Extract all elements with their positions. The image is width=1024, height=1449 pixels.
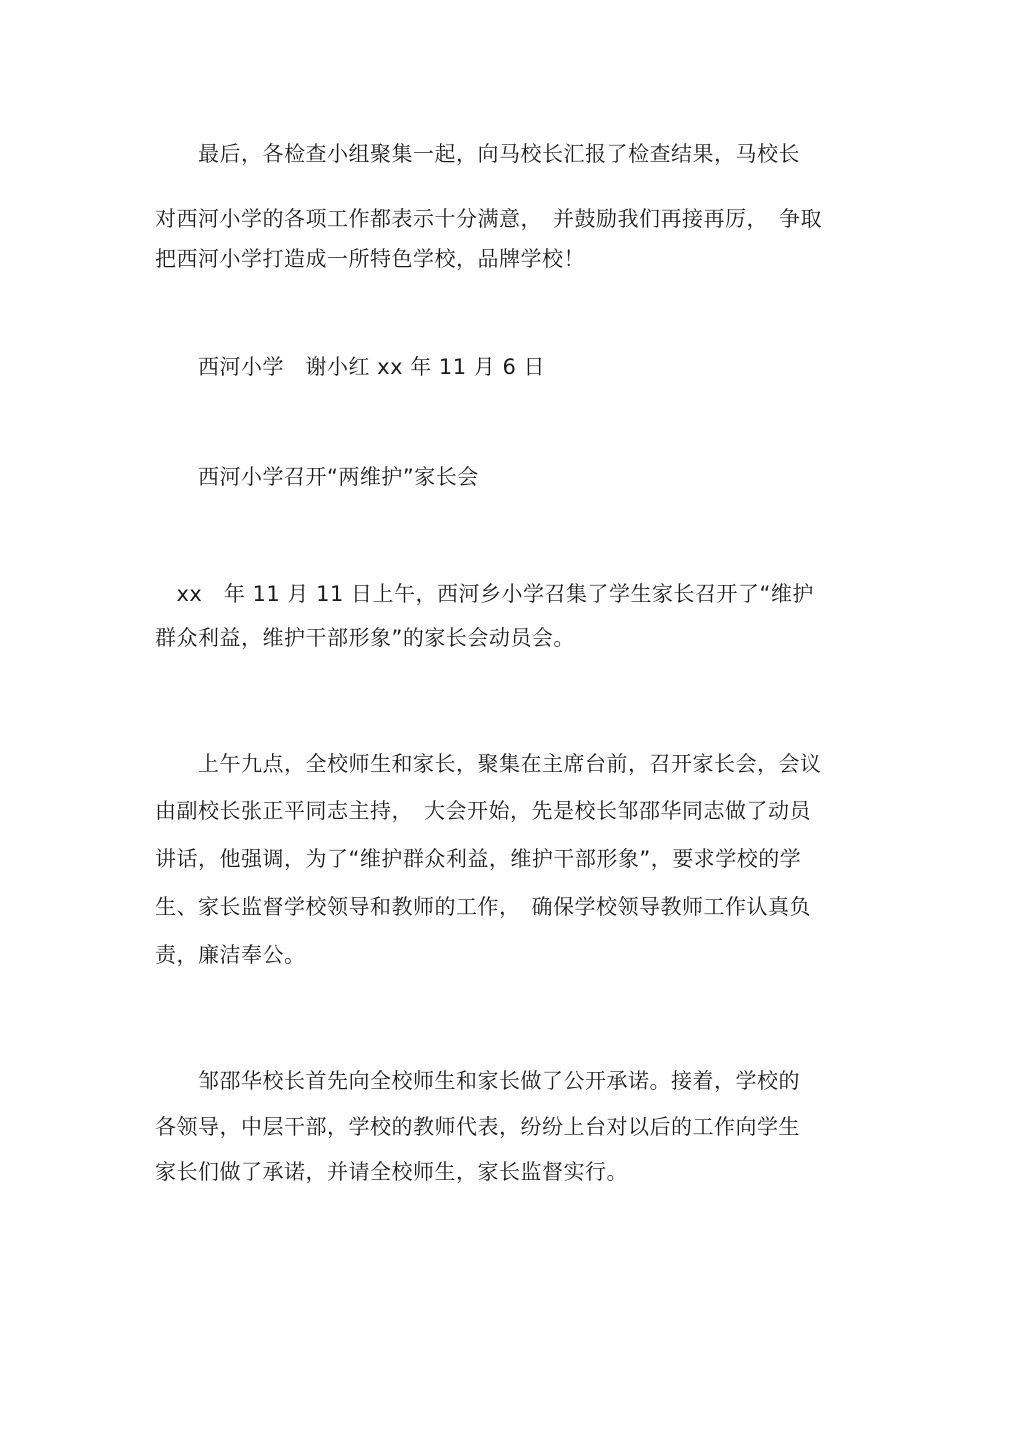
paragraph-2-line-2: 群众利益，维护干部形象”的家长会动员会。 (155, 626, 575, 650)
paragraph-3-line-2: 由副校长张正平同志主持， 大会开始，先是校长邹邵华同志做了动员 (155, 799, 811, 823)
paragraph-1-line-2: 对西河小学的各项工作都表示十分满意， 并鼓励我们再接再厉， 争取 (155, 207, 822, 231)
article-headline: 西河小学召开“两维护”家长会 (155, 465, 479, 489)
paragraph-4-line-2: 各领导，中层干部，学校的教师代表，纷纷上台对以后的工作向学生 (155, 1115, 800, 1139)
paragraph-1-line-1: 最后，各检查小组聚集一起，向马校长汇报了检查结果，马校长 (155, 142, 800, 166)
paragraph-3-line-1: 上午九点，全校师生和家长，聚集在主席台前，召开家长会，会议 (155, 752, 822, 776)
paragraph-4-line-1: 邹邵华校长首先向全校师生和家长做了公开承诺。接着，学校的 (155, 1069, 800, 1093)
paragraph-3-line-4: 生、家长监督学校领导和教师的工作， 确保学校领导教师工作认真负 (155, 895, 811, 919)
paragraph-1-line-3: 把西河小学打造成一所特色学校，品牌学校！ (155, 247, 585, 271)
paragraph-3-line-3: 讲话，他强调，为了“维护群众利益，维护干部形象”，要求学校的学 (155, 847, 802, 871)
signature-line: 西河小学 谢小红 xx 年 11 月 6 日 (155, 355, 545, 379)
paragraph-3-line-5: 责，廉洁奉公。 (155, 943, 306, 967)
paragraph-4-line-3: 家长们做了承诺，并请全校师生，家长监督实行。 (155, 1160, 628, 1184)
paragraph-2-line-1: xx 年 11 月 11 日上午，西河乡小学召集了学生家长召开了“维护 (155, 582, 814, 606)
